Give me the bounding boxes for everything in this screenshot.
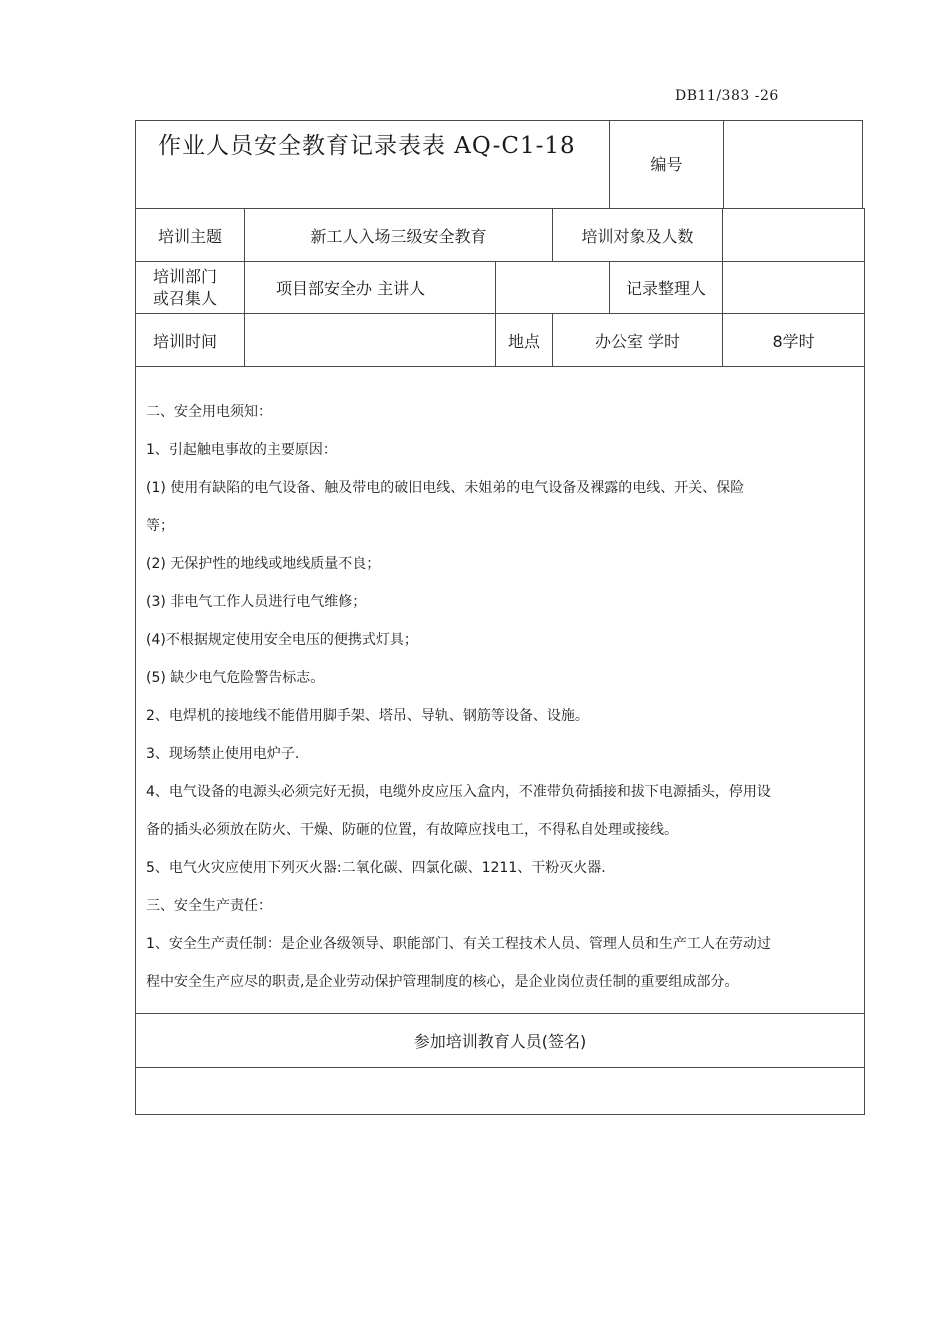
content-line: 2、电焊机的接地线不能借用脚手架、塔吊、导轨、钢筋等设备、设施。 (146, 708, 589, 724)
content-line: 1、安全生产责任制：是企业各级领导、职能部门、有关工程技术人员、管理人员和生产工人在劳动过 (146, 936, 771, 952)
content-line: 备的插头必须放在防火、干燥、防砸的位置，有故障应找电工，不得私自处理或接线。 (146, 822, 678, 838)
content-line: 二、安全用电须知： (146, 404, 272, 420)
dept-label-line1: 培训部门 (153, 266, 218, 286)
dept-label-line2: 或召集人 (153, 288, 218, 308)
content-line: 3、现场禁止使用电炉子. (146, 746, 300, 762)
place-value[interactable]: 办公室 学时 (553, 314, 723, 367)
form-title: 作业人员安全教育记录表表 AQ-C1-18 (158, 133, 576, 159)
content-line: 4、电气设备的电源头必须完好无损，电缆外皮应压入盒内，不准带负荷插接和拔下电源插头，停用设 (146, 784, 771, 800)
recorder-value[interactable] (723, 262, 865, 314)
content-lines (146, 393, 862, 1001)
content-line: (1) 使用有缺陷的电气设备、触及带电的破旧电线、未姐弟的电气设备及裸露的电线、开关、保险 (146, 480, 745, 496)
speaker-value[interactable] (496, 262, 610, 314)
time-label: 培训时间 (136, 314, 245, 367)
topic-label: 培训主题 (136, 209, 245, 262)
content-line: 1、引起触电事故的主要原因： (146, 442, 337, 458)
document-code: DB11/383 -26 (675, 88, 779, 104)
content-line: (3) 非电气工作人员进行电气维修； (146, 594, 367, 610)
content-line: 程中安全生产应尽的职责,是企业劳动保护管理制度的核心，是企业岗位责任制的重要组成部分。 (146, 974, 739, 990)
dept-label (136, 262, 245, 314)
content-line: (2) 无保护性的地线或地线质量不良； (146, 556, 381, 572)
signature-area[interactable] (136, 1068, 865, 1115)
hours-value[interactable]: 8学时 (723, 314, 865, 367)
dept-value[interactable]: 项目部安全办 主讲人 (245, 262, 496, 314)
content-line: (5) 缺少电气危险警告标志。 (146, 670, 325, 686)
number-value[interactable] (723, 121, 864, 209)
training-content (136, 367, 865, 1014)
number-label-display: 编号 (650, 155, 683, 174)
place-label: 地点 (496, 314, 553, 367)
training-record-form (135, 120, 865, 1115)
time-value[interactable] (245, 314, 496, 367)
signature-header: 参加培训教育人员(签名) (136, 1014, 865, 1068)
audience-value[interactable] (723, 209, 865, 262)
content-line: 三、安全生产责任： (146, 898, 272, 914)
number-box (609, 120, 863, 208)
topic-value[interactable]: 新工人入场三级安全教育 (245, 209, 553, 262)
audience-label: 培训对象及人数 (553, 209, 723, 262)
content-line: 等； (146, 518, 174, 534)
content-line: 5、电气火灾应使用下列灭火器:二氧化碳、四氯化碳、1211、干粉灭火器. (146, 860, 606, 876)
recorder-label: 记录整理人 (610, 262, 723, 314)
content-line: (4)不根据规定使用安全电压的便携式灯具； (146, 632, 418, 648)
